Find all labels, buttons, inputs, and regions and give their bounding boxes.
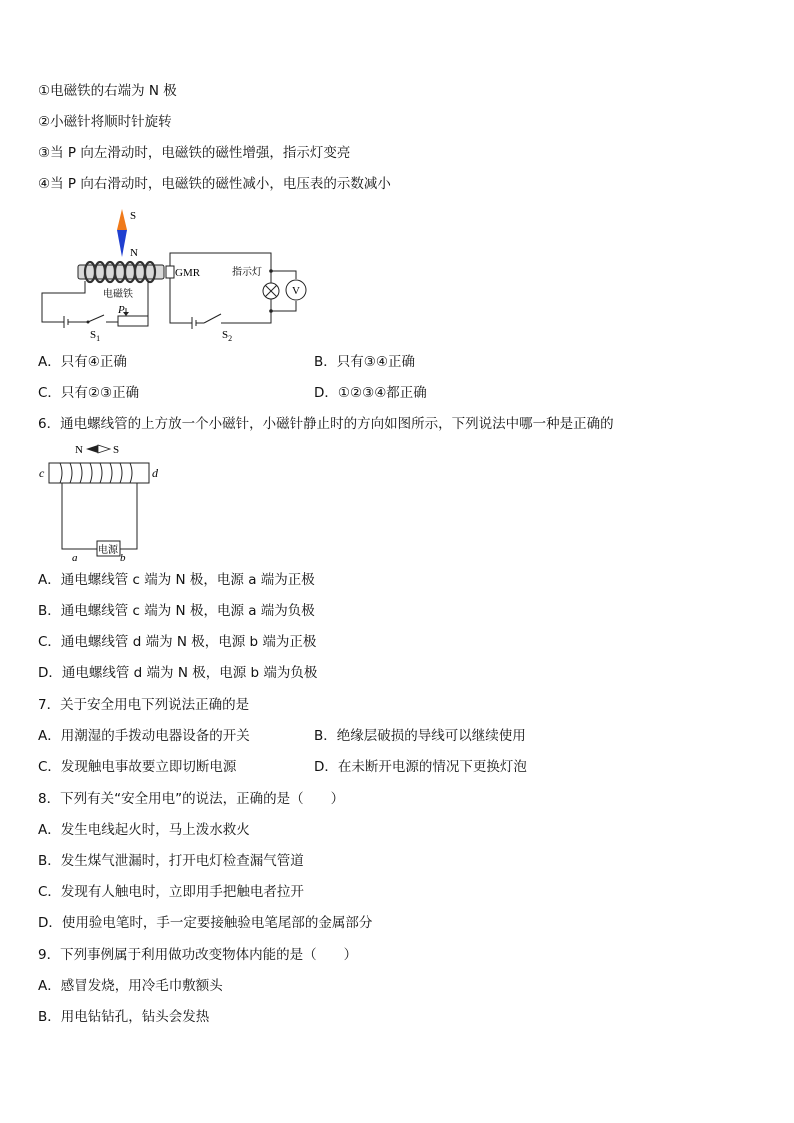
indicator-lamp-label: 指示灯	[232, 267, 262, 278]
electromagnet-label: 电磁铁	[103, 289, 133, 300]
q6-option-a: A．通电螺线管 c 端为 N 极，电源 a 端为正极	[38, 572, 315, 588]
q6-option-c: C．通电螺线管 d 端为 N 极，电源 b 端为正极	[38, 634, 317, 650]
voltmeter-icon	[286, 280, 306, 300]
gmr-sensor	[166, 266, 174, 278]
switch-s1-label: $S_1$	[90, 329, 101, 343]
q5-option-c: C．只有②③正确	[38, 385, 140, 401]
compass-needle-south	[117, 209, 127, 230]
q6-solenoid-figure	[38, 439, 168, 565]
solenoid-end-c-label: c	[39, 466, 45, 480]
q5-option-a: A．只有④正确	[38, 354, 127, 370]
solenoid-end-d-label: d	[152, 466, 158, 480]
q9-stem: 9．下列事例属于利用做功改变物体内能的是（ ）	[38, 947, 358, 963]
q8-option-c: C．发现有人触电时，立即用手把触电者拉开	[38, 884, 304, 900]
q9-option-a: A．感冒发烧，用冷毛巾敷额头	[38, 978, 223, 994]
q5-statement-3: ③当 P 向左滑动时，电磁铁的磁性增强，指示灯变亮	[38, 145, 351, 161]
q8-option-d: D．使用验电笔时，手一定要接触验电笔尾部的金属部分	[38, 915, 373, 931]
q5-circuit-figure	[38, 205, 308, 345]
q7-option-b: B．绝缘层破损的导线可以继续使用	[314, 728, 526, 744]
compass-needle-north	[117, 230, 127, 257]
q8-option-a: A．发生电线起火时，马上泼水救火	[38, 822, 250, 838]
q7-option-d: D．在未断开电源的情况下更换灯泡	[314, 759, 527, 775]
q6-option-d: D．通电螺线管 d 端为 N 极，电源 b 端为负极	[38, 665, 318, 681]
voltmeter-label: V	[292, 285, 300, 297]
q5-statement-1: ①电磁铁的右端为 N 极	[38, 83, 177, 99]
indicator-lamp-icon	[263, 283, 279, 299]
needle-n-label: N	[75, 444, 83, 456]
q5-statement-4: ④当 P 向右滑动时，电磁铁的磁性减小，电压表的示数减小	[38, 176, 391, 192]
q7-option-c: C．发现触电事故要立即切断电源	[38, 759, 237, 775]
solenoid-circuit-wires	[62, 483, 137, 549]
q9-option-b: B．用电钻钻孔，钻头会发热	[38, 1009, 210, 1025]
q8-stem: 8．下列有关“安全用电”的说法，正确的是（ ）	[38, 791, 345, 807]
q6-option-b: B．通电螺线管 c 端为 N 极，电源 a 端为负极	[38, 603, 315, 619]
q7-option-a: A．用潮湿的手拨动电器设备的开关	[38, 728, 250, 744]
terminal-b-label: b	[120, 552, 126, 564]
q5-option-d: D．①②③④都正确	[314, 385, 427, 401]
needle-south-half	[98, 445, 110, 453]
q5-option-b: B．只有③④正确	[314, 354, 415, 370]
q7-stem: 7．关于安全用电下列说法正确的是	[38, 697, 250, 713]
solenoid-body	[49, 463, 149, 483]
slider-p-label: P	[118, 304, 125, 316]
q5-statement-2: ②小磁针将顺时针旋转	[38, 114, 172, 130]
compass-n-label: N	[130, 247, 138, 259]
gmr-label: GMR	[175, 267, 201, 279]
compass-s-label: S	[130, 210, 137, 222]
terminal-a-label: a	[72, 552, 78, 564]
needle-north-half	[86, 445, 98, 453]
switch-s2-label: $S_2$	[222, 329, 233, 343]
q6-stem: 6．通电螺线管的上方放一个小磁针，小磁针静止时的方向如图所示，下列说法中哪一种是正确的	[38, 416, 614, 432]
electromagnet-core	[78, 265, 164, 279]
q8-option-b: B．发生煤气泄漏时，打开电灯检查漏气管道	[38, 853, 304, 869]
power-source-label: 电源	[98, 545, 118, 556]
needle-s-label: S	[113, 444, 120, 456]
